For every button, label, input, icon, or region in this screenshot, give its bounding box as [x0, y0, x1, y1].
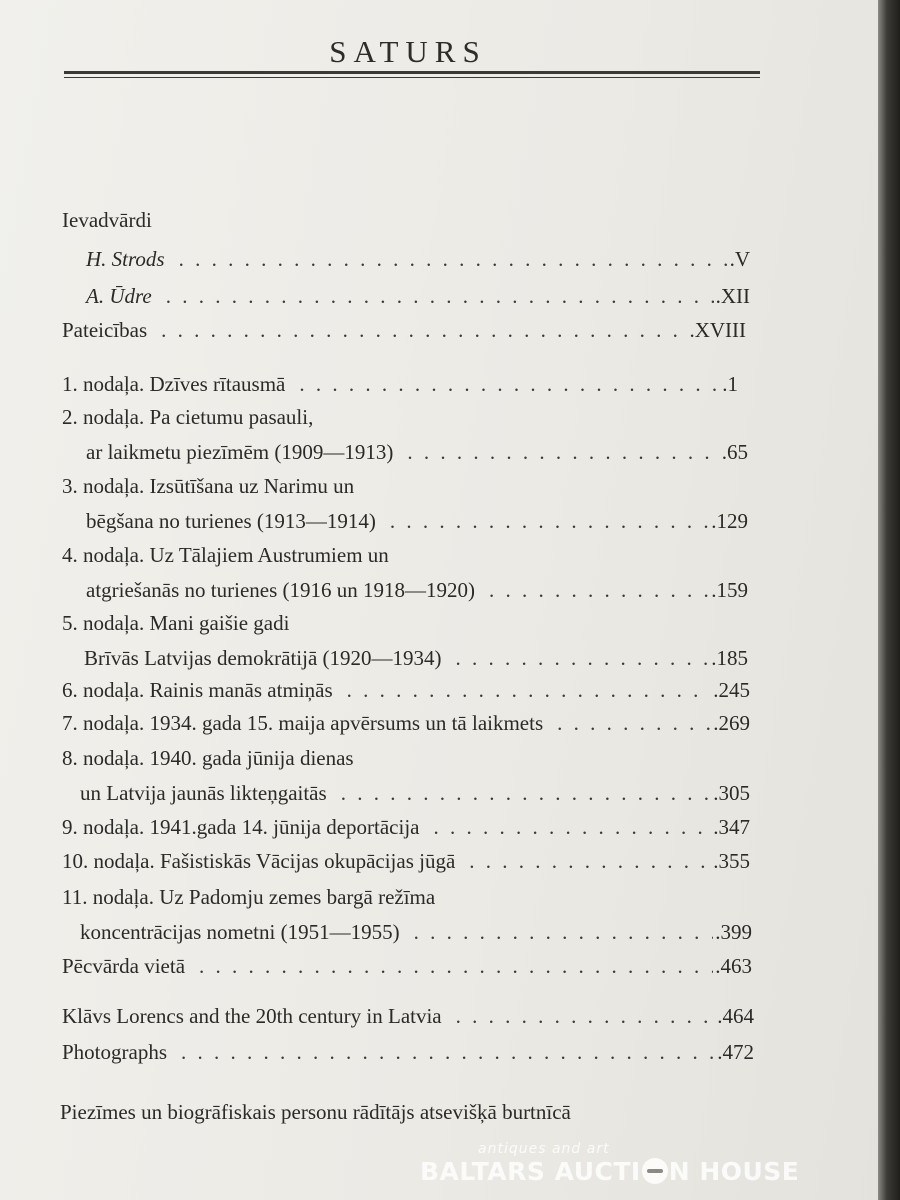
dot-leader: [341, 781, 712, 806]
toc-entry-label: 4. nodaļa. Uz Tālajiem Austrumiem un: [62, 543, 389, 567]
toc-entry-label: 2. nodaļa. Pa cietumu pasauli,: [62, 405, 314, 429]
toc-entry-label: 1. nodaļa. Dzīves rītausmā: [62, 372, 286, 396]
toc-entry-label: Photographs: [62, 1040, 167, 1064]
toc-entry-label: 7. nodaļa. 1934. gada 15. maija apvērsums un tā laikmets: [62, 711, 544, 735]
toc-entry-label: Klāvs Lorencs and the 20th century in Latvia: [62, 1004, 442, 1028]
toc-entry-page: .355: [713, 849, 750, 873]
dot-leader: [347, 678, 712, 703]
footer-note: Piezīmes un biogrāfiskais personu rādītājs atsevišķā burtnīcā: [60, 1100, 571, 1124]
toc-entry-label: 8. nodaļa. 1940. gada jūnija dienas: [62, 746, 354, 770]
page-title: SATURS: [329, 34, 487, 69]
toc-entry-label: Pateicības: [62, 318, 148, 342]
dot-leader: [414, 920, 714, 945]
toc-entry-label: A. Ūdre: [86, 284, 152, 308]
toc-entry: [86, 284, 750, 314]
toc-entry: [62, 711, 750, 741]
toc-entry-page: .65: [721, 440, 748, 464]
toc-entry-page: .305: [713, 781, 750, 805]
toc-entry-label-cont: ar laikmetu piezīmēm (1909—1913): [86, 440, 394, 464]
toc-entry-page: .269: [713, 711, 750, 735]
toc-entry-label-cont: un Latvija jaunās likteņgaitās: [80, 781, 327, 805]
toc-entry: [86, 247, 750, 277]
toc-entry: [62, 815, 750, 845]
watermark-name-part1: BALTARS AUCTI: [420, 1157, 641, 1186]
dot-leader: [557, 711, 711, 736]
toc-entry-label: 11. nodaļa. Uz Padomju zemes bargā režīma: [62, 885, 436, 909]
toc-entry-page: .XII: [715, 284, 750, 308]
toc-entry-label: 3. nodaļa. Izsūtīšana uz Narimu un: [62, 474, 355, 498]
toc-entry-label-cont: atgriešanās no turienes (1916 un 1918—1920): [86, 578, 476, 602]
toc-entry-page: .1: [722, 372, 738, 396]
toc-entry-label-cont: koncentrācijas nometni (1951—1955): [80, 920, 400, 944]
title-rule-thick: [64, 71, 760, 74]
dot-leader: [489, 578, 709, 603]
toc-entry-page: .XVIII: [689, 318, 746, 342]
toc-entry: [86, 440, 748, 470]
toc-entry-page: .185: [711, 646, 748, 670]
toc-entry-page: .464: [717, 1004, 754, 1028]
watermark-name-part2: N HOUSE: [668, 1157, 800, 1186]
toc-entry-label: 5. nodaļa. Mani gaišie gadi: [62, 611, 290, 635]
book-edge-shadow: [878, 0, 900, 1200]
dot-leader: [456, 646, 710, 671]
dot-leader: [166, 284, 714, 309]
gavel-icon: [642, 1158, 668, 1184]
toc-entry: [86, 509, 748, 539]
dot-leader: [456, 1004, 716, 1029]
dot-leader: [179, 247, 728, 272]
toc-entry-label: Pēcvārda vietā: [62, 954, 186, 978]
toc-entry: [62, 1004, 754, 1034]
toc-entry-page: .159: [711, 578, 748, 602]
toc-entry-label: 6. nodaļa. Rainis manās atmiņās: [62, 678, 333, 702]
toc-entry-page: .245: [713, 678, 750, 702]
toc-entry-label: 9. nodaļa. 1941.gada 14. jūnija deportācija: [62, 815, 420, 839]
toc-entry-label: 10. nodaļa. Fašistiskās Vācijas okupācijas jūgā: [62, 849, 456, 873]
intro-heading: Ievadvārdi: [62, 208, 152, 232]
toc-entry: [86, 578, 748, 608]
toc-entry-page: .472: [717, 1040, 754, 1064]
toc-entry: [62, 849, 750, 879]
dot-leader: [299, 372, 720, 397]
toc-entry: [80, 781, 750, 811]
auction-watermark: [420, 1141, 820, 1191]
toc-entry-page: .347: [713, 815, 750, 839]
toc-entry: [80, 920, 752, 950]
watermark-tagline: antiques and art: [478, 1141, 610, 1157]
toc-entry: [62, 318, 746, 348]
watermark-name: [420, 1157, 799, 1186]
toc-entry-label-cont: bēgšana no turienes (1913—1914): [86, 509, 376, 533]
title-rule-thin: [64, 77, 760, 78]
dot-leader: [181, 1040, 715, 1065]
dot-leader: [161, 318, 687, 343]
dot-leader: [199, 954, 713, 979]
dot-leader: [407, 440, 719, 465]
toc-entry-label: H. Strods: [86, 247, 165, 271]
dot-leader: [433, 815, 711, 840]
toc-entry: [62, 372, 738, 402]
toc-entry: [62, 678, 750, 708]
toc-entry-page: .129: [711, 509, 748, 533]
toc-entry: [62, 1040, 754, 1070]
toc-entry-page: .463: [715, 954, 752, 978]
dot-leader: [469, 849, 711, 874]
toc-entry-label-cont: Brīvās Latvijas demokrātijā (1920—1934): [84, 646, 442, 670]
dot-leader: [390, 509, 709, 534]
toc-entry: [62, 954, 752, 984]
toc-entry-page: .399: [715, 920, 752, 944]
toc-entry-page: .V: [729, 247, 750, 271]
toc-entry: [84, 646, 748, 676]
